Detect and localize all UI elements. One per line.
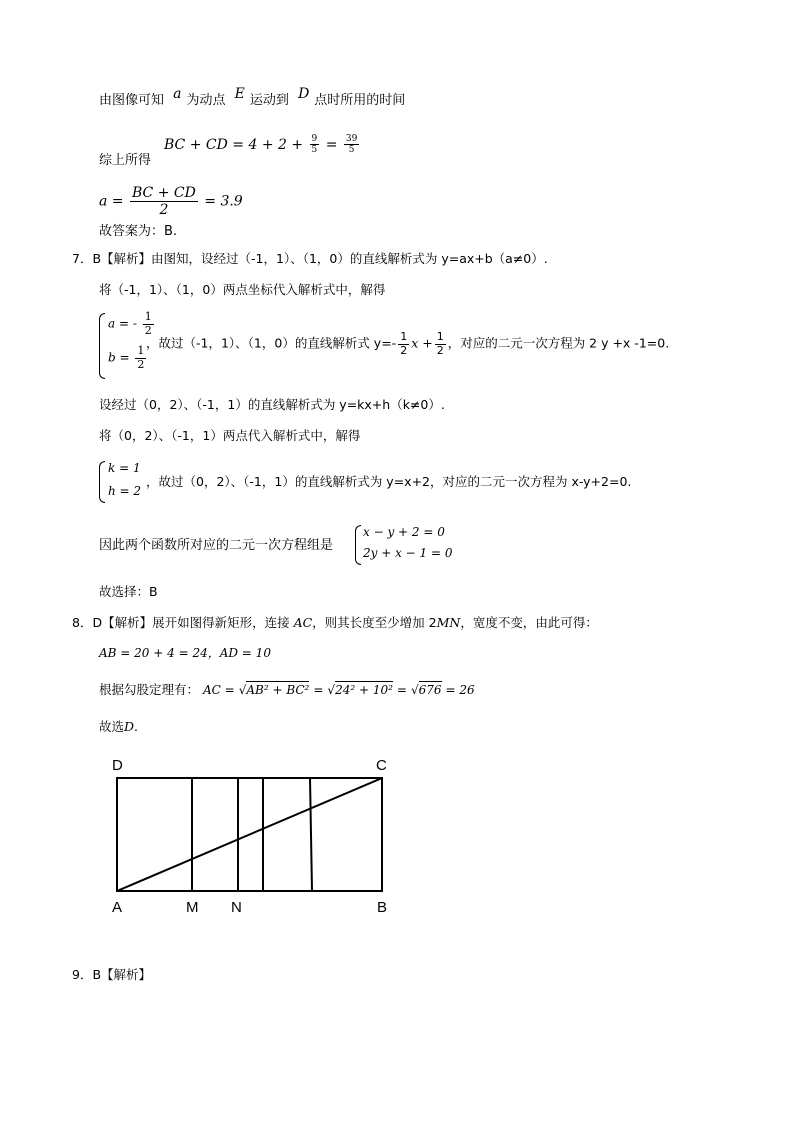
p8-pyth-end: = 26 [445,683,475,697]
p7-line1-f1-num: 1 [400,330,408,343]
p8-head-mn: MN [436,615,461,630]
p8-fig-label-b: B [377,899,388,916]
p8-fig-label-a: A [112,899,123,916]
p7-line1-b: ，对应的二元一次方程为 2 y +x -1=0. [447,335,670,351]
p7-sys1-a: a = - [108,316,137,331]
p6-sum-formula-text: BC + CD = 4 + 2 + [164,136,304,153]
p8-answer-b: . [134,719,139,734]
p7-sys1-b: b = [108,350,130,365]
p8-pyth-r1: AB² + BC² [246,683,310,697]
p7-sys1-b-num: 1 [137,344,145,357]
p7-line1-f1-den: 2 [400,343,408,357]
p6-var-a: a [173,86,182,102]
p8-figure-diagonal-ac [117,778,382,891]
p7-line1-x: x + [411,335,433,351]
p8-head-c: ，宽度不变，由此可得： [460,615,598,630]
p6-line1-a: 由图像可知 [99,93,165,108]
p8-figure-line-4 [310,778,312,891]
p7-sub2: 设经过（0，2）、（-1，1）的直线解析式为 y=kx+h（k≠0）. [99,397,445,412]
p7-sys3-eq2: 2y + x − 1 = 0 [363,546,453,560]
p7-line1-f2-num: 1 [436,330,444,343]
p8-answer-d: D [124,719,135,734]
p8-pyth-mid1: = [313,683,324,697]
p8-pyth-lhs: AC = [203,683,235,697]
p8-fig-label-d: D [112,757,123,774]
p7-sys1-b-den: 2 [137,357,145,371]
p7-sub1: 将（-1，1）、（1，0）两点坐标代入解析式中，解得 [99,282,386,297]
p6-a-lhs: a = [99,193,124,210]
p6-sum-label: 综上所得 [99,153,152,168]
p7-sys1-a-den: 2 [144,323,152,337]
p6-answer: 故答案为：B. [99,224,178,239]
p9-head: 9．B【解析】 [72,967,152,982]
p8-head-b: ，则其长度至少增加 2 [312,615,437,630]
p7-sys2-h: h = 2 [108,484,142,498]
p6-a-rhs: = 3.9 [204,193,243,210]
p8-head-a: 8．D【解析】展开如图得新矩形，连接 [72,615,290,630]
p7-sub3: 将（0，2）、（-1，1）两点代入解析式中，解得 [99,428,361,443]
p7-head: 7．B【解析】由图知，设经过（-1，1）、（1，0）的直线解析式为 y=ax+b（a≠0）. [72,251,548,266]
p6-line1-d: 点时所用的时间 [314,93,406,108]
p7-answer: 故选择：B [99,584,158,599]
p7-sys2-k: k = 1 [108,461,141,475]
p8-pyth-r2: 24² + 10² [335,683,393,697]
p8-eq1: AB = 20 + 4 = 24，AD = 10 [99,646,271,660]
p6-line1-c: 运动到 [249,93,289,108]
p6-frac2-den: 5 [348,145,355,156]
p8-pyth-label: 根据勾股定理有： [99,682,200,697]
p8-pyth-r3: 676 [418,683,442,697]
p6-var-e: E [234,86,245,102]
p6-a-den: 2 [159,202,169,219]
p7-sys1-a-num: 1 [144,310,152,323]
p7-line1-f2-den: 2 [436,343,444,357]
p7-line2: ，故过（0，2）、（-1，1）的直线解析式为 y=x+2，对应的二元一次方程为 x-y+2=0. [146,474,632,489]
p6-frac1-den: 5 [311,145,318,156]
p8-head-ac: AC [293,615,313,630]
p8-answer-a: 故选 [99,719,125,734]
p6-line1-b: 为动点 [186,93,226,108]
p6-eq: = [325,136,338,153]
p8-pyth-mid2: = [396,683,407,697]
p7-line1-a: ，故过（-1，1）、（1，0）的直线解析式 y=- [146,335,397,351]
p8-fig-label-m: M [186,899,199,916]
p8-pyth: 根据勾股定理有： AC = √AB² + BC² = √24² + 10² = √676 = 26 [99,682,475,697]
p6-a-num: BC + CD [131,185,196,201]
p8-fig-label-n: N [231,899,242,916]
p7-sys3-label: 因此两个函数所对应的二元一次方程组是 [99,538,334,553]
p7-sys3-eq1: x − y + 2 = 0 [363,525,445,539]
p6-frac1-num: 9 [311,134,318,144]
p6-frac2-num: 39 [345,134,358,144]
p6-var-d: D [298,86,310,102]
p8-fig-label-c: C [376,757,387,774]
